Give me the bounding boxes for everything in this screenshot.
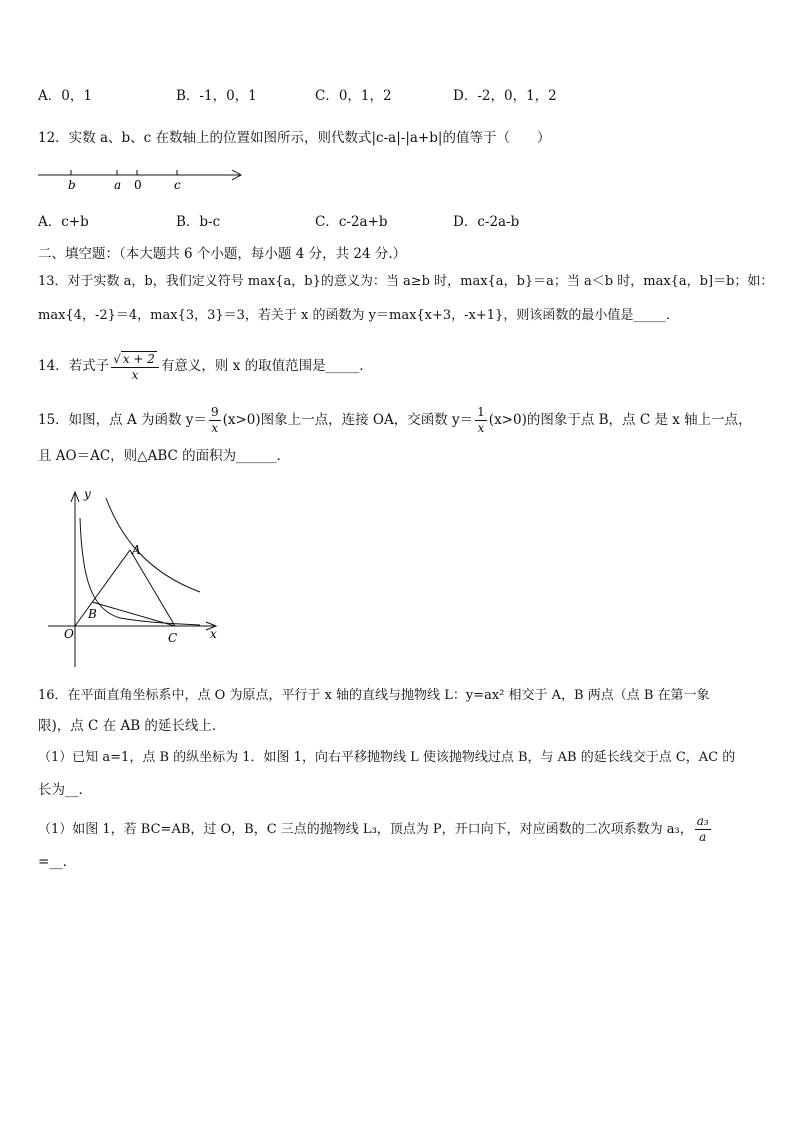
- q16-line2: 限)，点 C 在 AB 的延长线上．: [38, 718, 226, 734]
- fig-label-x: x: [210, 627, 217, 641]
- q15-frac2-den: x: [477, 421, 485, 435]
- fig-label-b: B: [88, 607, 97, 621]
- q12-option-a: A．c+b: [38, 214, 89, 230]
- q15-figure: [40, 480, 230, 670]
- q16-line1: 16．在平面直角坐标系中，点 O 为原点，平行于 x 轴的直线与抛物线 L：y=ax² 相交于 A，B 两点（点 B 在第一象: [38, 688, 710, 703]
- fig-label-a: A: [132, 543, 141, 557]
- q16-fraction: [695, 814, 711, 845]
- axis-label-a: a: [114, 178, 122, 192]
- q11-option-d: D．-2，0，1，2: [453, 88, 557, 104]
- q14-suffix: 有意义，则 x 的取值范围是_____．: [160, 358, 373, 374]
- q14-prefix: 14．若式子: [38, 358, 110, 374]
- q12-option-b: B．b-c: [176, 214, 221, 230]
- axis-label-b: b: [68, 178, 76, 192]
- q14-line: [38, 348, 373, 384]
- q16-line5-text: （1）如图 1，若 BC=AB，过 O，B，C 三点的抛物线 L₃，顶点为 P，开口向下，对应函数的二次项系数为 a₃，: [38, 822, 693, 837]
- q11-option-b: B．-1，0，1: [176, 88, 257, 104]
- q12-number-line: [36, 162, 248, 196]
- q15-mid: (x>0)图象上一点，连接 OA，交函数 y＝: [222, 412, 474, 428]
- fig-label-c: C: [168, 631, 178, 645]
- q15-frac2: [475, 405, 487, 436]
- fig-label-y: y: [84, 487, 91, 501]
- axis-label-c: c: [174, 178, 181, 192]
- q14-den: x: [131, 367, 139, 382]
- q15-line1: [38, 402, 752, 438]
- q11-option-c: C．0，1，2: [315, 88, 392, 104]
- q15-line2: 且 AO＝AC，则△ABC 的面积为______．: [38, 448, 291, 464]
- q12-stem: 12．实数 a、b、c 在数轴上的位置如图所示，则代数式|c-a|-|a+b|的值等于（ ）: [38, 130, 551, 146]
- axis-label-zero: 0: [134, 178, 142, 192]
- q12-option-d: D．c-2a-b: [453, 214, 520, 230]
- q11-option-a: A．0，1: [38, 88, 92, 104]
- q16-line3: （1）已知 a=1，点 B 的纵坐标为 1．如图 1，向右平移抛物线 L 使该抛物线过点 B，与 AB 的延长线交于点 C，AC 的: [38, 750, 736, 765]
- q15-frac1: [209, 405, 221, 436]
- q15-frac1-den: x: [211, 421, 219, 435]
- q16-line4: 长为__．: [38, 782, 92, 798]
- q15-suffix: (x>0)的图象于点 B，点 C 是 x 轴上一点，: [488, 412, 752, 428]
- q14-fraction: $\frac{√ x + 2}{x}$: [111, 351, 159, 383]
- q16-line5: [38, 812, 713, 848]
- q15-prefix: 15．如图，点 A 为函数 y＝: [38, 412, 207, 428]
- q13-line2: max{4，-2}＝4，max{3，3}＝3，若关于 x 的函数为 y＝max{x+3，-x+1}，则该函数的最小值是_____．: [38, 308, 679, 323]
- q16-frac-den: a: [699, 830, 707, 844]
- q13-line1: 13．对于实数 a，b，我们定义符号 max{a，b}的意义为：当 a≥b 时，max{a，b}＝a；当 a＜b 时，max{a，b]＝b；如：: [38, 274, 774, 289]
- fig-label-o: O: [64, 627, 74, 641]
- q15-frac2-num: 1: [477, 405, 485, 419]
- q12-option-c: C．c-2a+b: [315, 214, 388, 230]
- q15-frac1-num: 9: [210, 405, 219, 419]
- q16-line6: =__．: [38, 854, 77, 870]
- q14-sqrt: x + 2: [122, 351, 155, 366]
- q16-frac-num: a₃: [696, 814, 709, 828]
- section-heading: 二、填空题：（本大题共 6 个小题，每小题 4 分，共 24 分.）: [38, 246, 407, 262]
